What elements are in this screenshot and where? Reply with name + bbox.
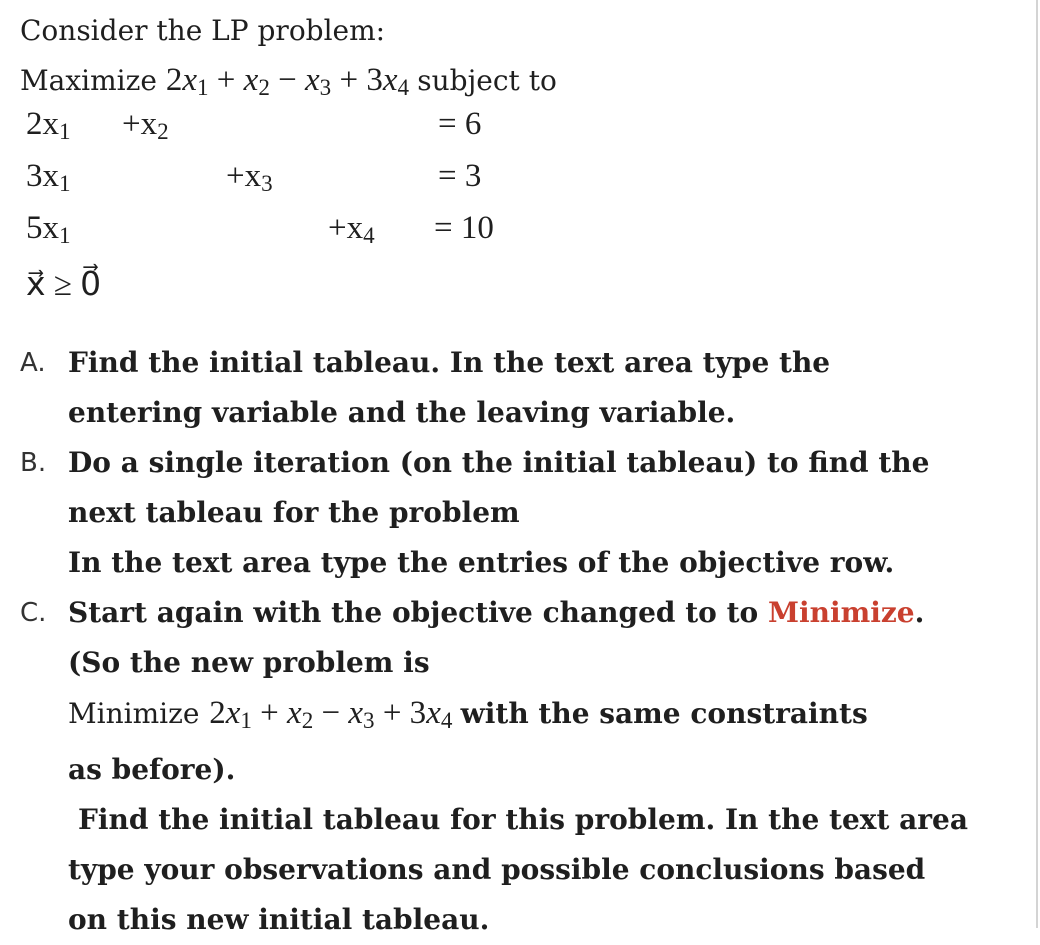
question-c-label: C. (20, 598, 47, 628)
objective-verb: Maximize (20, 64, 157, 97)
objective-tail: subject to (417, 64, 557, 97)
minimize-verb: Minimize (68, 697, 200, 730)
question-a-label: A. (20, 348, 46, 378)
intro-text: Consider the LP problem: (20, 14, 386, 47)
right-border (1036, 0, 1038, 928)
row2-rhs: = 3 (438, 158, 482, 194)
objective-line (20, 62, 557, 101)
row2-x3-term: $+x_3$ (226, 158, 273, 197)
question-a: A. Find the initial tableau. In the text area type the entering variable and the leaving variable. (20, 338, 1010, 438)
question-list (20, 338, 1010, 945)
objective-expression: $2x_1 + x_2 - x_3 + 3x_4$ (165, 62, 410, 101)
question-b: B. Do a single iteration (on the initial tableau) to find the next tableau for the problem In the text area type the entries of the objective row. (20, 438, 1010, 588)
row3-x4-term: $+x_4$ (328, 210, 375, 249)
constraint-system (26, 106, 526, 316)
nonnegativity-constraint: x⃗ ≥ 0⃗ (26, 267, 102, 303)
row2-x1-term: $3x_1$ (26, 158, 71, 197)
question-b-label: B. (20, 448, 47, 478)
minimize-expression: $2x_1 + x_2 - x_3 + 3x_4$ (209, 695, 453, 734)
row1-x2-term: $+x_2$ (122, 106, 169, 145)
row3-x1-term: $5x_1$ (26, 210, 71, 249)
minimize-highlight: Minimize (767, 596, 915, 629)
row1-rhs: = 6 (438, 106, 482, 142)
row3-rhs: = 10 (434, 210, 494, 246)
row1-x1-term: $2x_1$ (26, 106, 71, 145)
question-c: C. Start again with the objective changed to to Minimize. (So the new problem is Minimize $2x_1 + x_2 - x_3 + 3x_4$ with the same constraints as before). Find the initial tableau for this problem. In the text area type your observations and possible conclusions based on this new initial tableau. (20, 588, 1010, 945)
